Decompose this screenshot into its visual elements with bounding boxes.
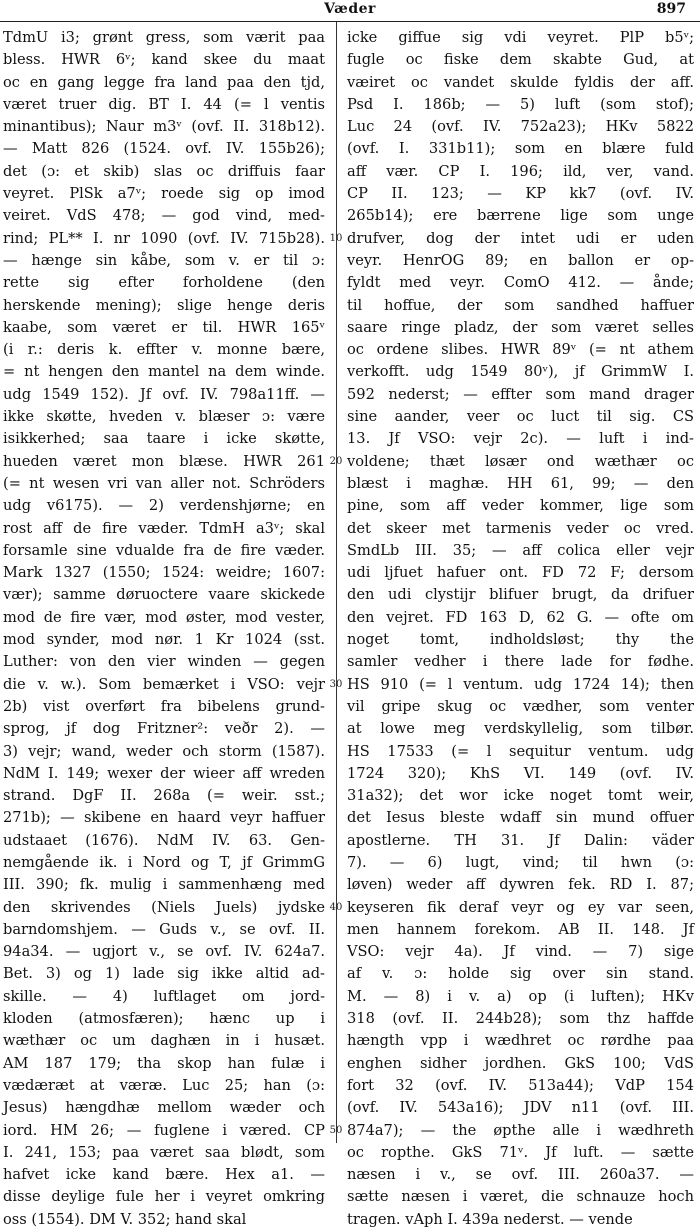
text-line: løven) weder aff dywren fek. RD I. 87; [347, 876, 694, 894]
text-line: at lowe meg verdskyllelig, som tilbør. [347, 720, 694, 738]
text-line: hafvet icke kand bære. Hex a1. — [3, 1166, 325, 1184]
text-line: die v. w.). Som bemærket i VSO: vejr [3, 675, 325, 693]
text-line: rost aff de fire væder. TdmH a3ᵛ; skal [3, 519, 325, 537]
running-head: Væder [324, 1, 376, 17]
text-line: 874a7); — the øpthe alle i wædhreth [347, 1121, 694, 1139]
text-line: 31a32); det wor icke noget tomt weir, [347, 787, 694, 805]
text-line: sætte næsen i været, die schnauze hoch [347, 1188, 694, 1206]
text-line: keyseren fik deraf veyr og ey var seen, [347, 898, 694, 916]
text-line: disse deylige fule her i veyret omkring [3, 1188, 325, 1206]
text-line: udstaaet (1676). NdM IV. 63. Gen- [3, 831, 325, 849]
text-line: AM 187 179; tha skop han fulæ i [3, 1054, 325, 1072]
text-line: M. — 8) i v. a) op (i luften); HKv [347, 987, 694, 1005]
text-line: været truer dig. BT I. 44 (= l ventis [3, 95, 325, 113]
text-line: Mark 1327 (1550; 1524: weidre; 1607: [3, 564, 325, 582]
text-line: sprog, jf dog Fritzner²: veðr 2). — [3, 720, 325, 738]
text-line: veyret. PlSk a7ᵛ; roede sig op imod [3, 185, 325, 203]
text-line: (ovf. IV. 543a16); JDV n11 (ovf. III. [347, 1099, 694, 1117]
text-line: fort 32 (ovf. IV. 513a44); VdP 154 [347, 1076, 694, 1094]
text-line: III. 390; fk. mulig i sammenhæng med [3, 876, 325, 894]
text-line: 3) vejr; wand, weder och storm (1587). [3, 742, 325, 760]
text-line: aff vær. CP I. 196; ild, ver, vand. [347, 162, 694, 180]
text-line: vil gripe skug oc vædher, som venter [347, 697, 694, 715]
text-line: Luc 24 (ovf. IV. 752a23); HKv 5822 [347, 118, 694, 136]
text-line: oc ordene slibes. HWR 89ᵛ (= nt athem [347, 341, 694, 359]
text-line: minantibus); Naur m3ᵛ (ovf. II. 318b12). [3, 118, 325, 136]
text-line: (= nt wesen vri van aller not. Schröders [3, 474, 325, 492]
text-line: veyr. HenrOG 89; en ballon er op- [347, 251, 694, 269]
page-number: 897 [656, 1, 686, 17]
text-line: fugle oc fiske dem skabte Gud, at [347, 51, 694, 69]
text-line: SmdLb III. 35; — aff colica eller vejr [347, 541, 694, 559]
text-line: isikkerhed; saa taare i icke skøtte, [3, 430, 325, 448]
text-line: 94a34. — ugjort v., se ovf. IV. 624a7. [3, 943, 325, 961]
text-line: kloden (atmosfæren); hænc up i [3, 1010, 325, 1028]
text-line: — hænge sin kåbe, som v. er til ɔ: [3, 251, 325, 269]
line-number: 40 [329, 901, 343, 913]
text-line: 265b14); ere bærrene lige som unge [347, 207, 694, 225]
text-line: Psd I. 186b; — 5) luft (som stof); [347, 95, 694, 113]
text-line: noget tomt, indholdsløst; thy the [347, 631, 694, 649]
text-line: næsen i v., se ovf. III. 260a37. — [347, 1166, 694, 1184]
text-line: 1724 320); KhS VI. 149 (ovf. IV. [347, 764, 694, 782]
text-line: rind; PL** I. nr 1090 (ovf. IV. 715b28). [3, 229, 325, 247]
text-line: CP II. 123; — KP kk7 (ovf. IV. [347, 185, 694, 203]
text-line: oss (1554). DM V. 352; hand skal [3, 1210, 247, 1228]
text-line: bless. HWR 6ᵛ; kand skee du maat [3, 51, 325, 69]
text-line: barndomshjem. — Guds v., se ovf. II. [3, 920, 325, 938]
line-number: 30 [329, 678, 343, 690]
text-line: 592 nederst; — effter som mand drager [347, 385, 694, 403]
text-line: pine, som aff veder kommer, lige som [347, 497, 694, 515]
text-line: hueden været mon blæse. HWR 261 [3, 452, 325, 470]
text-line: Luther: von den vier winden — gegen [3, 653, 325, 671]
text-line: Jesus) hængdhæ mellom wæder och [3, 1099, 325, 1117]
text-line: 7). — 6) lugt, vind; til hwn (ɔ: [347, 853, 694, 871]
text-line: NdM I. 149; wexer der wieer aff wreden [3, 764, 325, 782]
line-number: 50 [329, 1124, 343, 1136]
text-line: udg 1549 152). Jf ovf. IV. 798a11ff. — [3, 385, 325, 403]
text-line: udi ljfuet hafuer ont. FD 72 F; dersom [347, 564, 694, 582]
text-line: verkofft. udg 1549 80ᵛ), jf GrimmW I. [347, 363, 694, 381]
text-line: 318 (ovf. II. 244b28); som thz haffde [347, 1010, 694, 1028]
text-line: blæst i maghæ. HH 61, 99; — den [347, 474, 694, 492]
text-line: sine aander, veer oc luct til sig. CS [347, 408, 694, 426]
text-line: vær); samme døruoctere vaare skickede [3, 586, 325, 604]
text-line: wæthær oc um daghæn in i husæt. [3, 1032, 325, 1050]
text-line: 271b); — skibene en haard veyr haffuer [3, 809, 325, 827]
right-column [347, 27, 694, 1231]
text-line: til hoffue, der som sandhed haffuer [347, 296, 694, 314]
text-line: — Matt 826 (1524. ovf. IV. 155b26); [3, 140, 325, 158]
text-line: det skeer met tarmenis veder oc vred. [347, 519, 694, 537]
text-line: (i r.: deris k. effter v. monne bære, [3, 341, 325, 359]
text-line: VSO: vejr 4a). Jf vind. — 7) sige [347, 943, 694, 961]
column-divider [336, 22, 337, 1143]
text-line: den skrivendes (Niels Juels) jydske [3, 898, 325, 916]
text-line: nemgående ik. i Nord og T, jf GrimmG [3, 853, 325, 871]
text-line: væiret oc vandet skulde fyldis der aff. [347, 73, 694, 91]
text-line: enghen sidher jordhen. GkS 100; VdS [347, 1054, 694, 1072]
text-line: af v. ɔ: holde sig over sin stand. [347, 965, 694, 983]
text-line: 2b) vist overført fra bibelens grund- [3, 697, 325, 715]
text-line: drufver, dog der intet udi er uden [347, 229, 694, 247]
text-line: herskende mening); slige henge deris [3, 296, 325, 314]
line-number: 20 [329, 455, 343, 467]
text-line: icke giffue sig vdi veyret. PlP b5ᵛ; [347, 29, 694, 46]
text-line: det (ɔ: et skib) slas oc driffuis faar [3, 162, 325, 180]
text-line: HS 910 (= l ventum. udg 1724 14); then [347, 675, 694, 693]
text-line: mod synder, mod nør. 1 Kr 1024 (sst. [3, 631, 325, 649]
text-line: I. 241, 153; paa været saa blødt, som [3, 1143, 325, 1161]
text-line: (ovf. I. 331b11); som en blære fuld [347, 140, 694, 158]
text-line: men hannem forekom. AB II. 148. Jf [347, 920, 694, 938]
text-line: mod de fire vær, mod øster, mod vester, [3, 608, 325, 626]
text-line: vædæræt at væræ. Luc 25; han (ɔ: [3, 1076, 325, 1094]
text-line: iord. HM 26; — fuglene i væred. CP [3, 1121, 325, 1139]
text-line: det Iesus bleste wdaff sin mund offuer [347, 809, 694, 827]
text-line: udg v6175). — 2) verdenshjørne; en [3, 497, 325, 515]
text-line: tragen. vAph I. 439a nederst. — vende [347, 1210, 633, 1228]
text-line: TdmU i3; grønt gress, som værit paa [3, 29, 325, 46]
text-line: skille. — 4) luftlaget om jord- [3, 987, 325, 1005]
text-line: hængth vpp i wædhret oc rørdhe paa [347, 1032, 694, 1050]
text-line: Bet. 3) og 1) lade sig ikke altid ad- [3, 965, 325, 983]
text-line: den vejret. FD 163 D, 62 G. — ofte om [347, 608, 694, 626]
text-line: = nt hengen den mantel na dem winde. [3, 363, 325, 381]
page-header [0, 0, 700, 24]
text-line: kaabe, som været er til. HWR 165ᵛ [3, 318, 325, 336]
text-line: oc en gang legge fra land paa den tjd, [3, 73, 325, 91]
text-line: ikke skøtte, hveden v. blæser ɔ: være [3, 408, 325, 426]
header-rule [0, 21, 700, 22]
text-line: veiret. VdS 478; — god vind, med- [3, 207, 325, 225]
text-line: saare ringe pladz, der som været selles [347, 318, 694, 336]
line-number: 10 [329, 232, 343, 244]
text-line: fyldt med veyr. ComO 412. — ånde; [347, 274, 694, 292]
text-line: oc ropthe. GkS 71ᵛ. Jf luft. — sætte [347, 1143, 694, 1161]
text-line: samler vedher i there lade for fødhe. [347, 653, 694, 671]
text-line: 13. Jf VSO: vejr 2c). — luft i ind- [347, 430, 694, 448]
text-line: HS 17533 (= l sequitur ventum. udg [347, 742, 694, 760]
text-line: den udi clystijr blifuer brugt, da drifuer [347, 586, 694, 604]
text-line: strand. DgF II. 268a (= weir. sst.; [3, 787, 325, 805]
text-line: voldene; thæt løsær ond wæthær oc [347, 452, 694, 470]
left-column [3, 27, 325, 1231]
text-line: forsamle sine vdualde fra de fire væder. [3, 541, 325, 559]
text-line: rette sig efter forholdene (den [3, 274, 325, 292]
text-line: apostlerne. TH 31. Jf Dalin: väder [347, 831, 694, 849]
